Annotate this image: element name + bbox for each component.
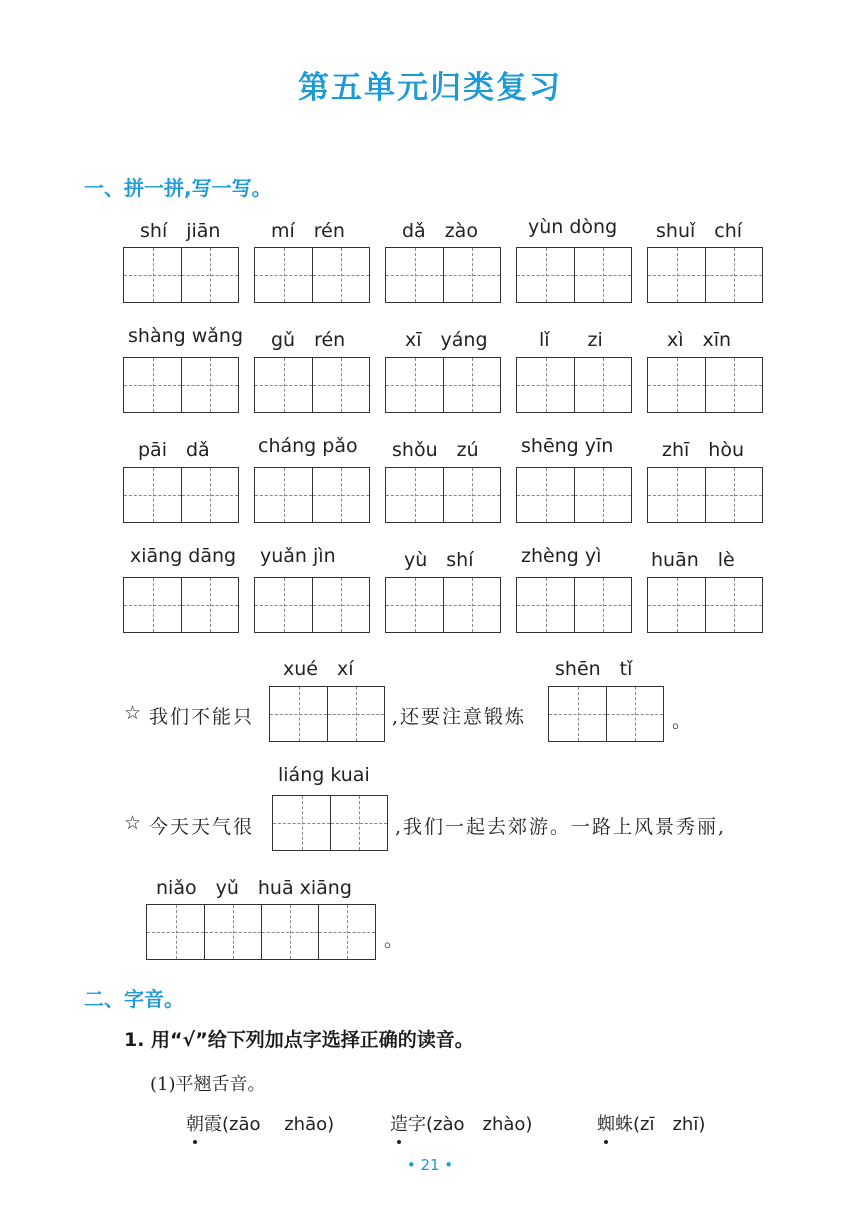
- dotted-char: 蜘: [597, 1114, 615, 1135]
- pinyin-label: shǒu zú: [392, 439, 479, 461]
- pinyin-label: yuǎn jìn: [260, 545, 336, 567]
- section-1-heading: 一、拼一拼,写一写。: [84, 176, 272, 200]
- pinyin-label: zhèng yì: [521, 545, 602, 567]
- pinyin-label: niǎo yǔ huā xiāng: [156, 877, 352, 899]
- dotted-char: 造: [390, 1114, 408, 1135]
- pinyin-label: cháng pǎo: [258, 435, 358, 457]
- writing-box[interactable]: [385, 467, 501, 523]
- writing-box[interactable]: [516, 577, 632, 633]
- section-2-heading: 二、字音。: [84, 987, 184, 1011]
- writing-box[interactable]: [385, 357, 501, 413]
- page-title: 第五单元归类复习: [298, 70, 562, 106]
- pinyin-label: shēng yīn: [521, 435, 614, 457]
- writing-box[interactable]: [123, 577, 239, 633]
- pinyin-label: shuǐ chí: [656, 220, 743, 242]
- writing-box[interactable]: [146, 904, 376, 960]
- writing-box[interactable]: [385, 577, 501, 633]
- pinyin-label: shēn tǐ: [555, 658, 633, 680]
- writing-box[interactable]: [123, 467, 239, 523]
- writing-box[interactable]: [548, 686, 664, 742]
- writing-box[interactable]: [269, 686, 385, 742]
- pinyin-label: lǐ zi: [539, 329, 603, 351]
- sentence-text: 。: [384, 929, 406, 951]
- star-marker: ☆: [124, 702, 144, 724]
- pinyin-label: shàng wǎng: [128, 325, 244, 347]
- writing-box[interactable]: [516, 467, 632, 523]
- pinyin-label: xī yáng: [405, 329, 488, 351]
- pinyin-label: yù shí: [404, 549, 474, 571]
- reading-option[interactable]: 朝 霞(zāo zhāo): [186, 1110, 334, 1136]
- writing-box[interactable]: [385, 247, 501, 303]
- sentence-text: ,我们一起去郊游。一路上风景秀丽,: [395, 816, 727, 838]
- sentence-text: 。: [672, 710, 694, 732]
- pinyin-label: xiāng dāng: [130, 545, 237, 567]
- pinyin-label: huān lè: [651, 549, 735, 571]
- question-title: 1. 用“√”给下列加点字选择正确的读音。: [124, 1029, 474, 1051]
- writing-box[interactable]: [123, 357, 239, 413]
- pinyin-label: xué xí: [283, 658, 354, 680]
- pinyin-label: gǔ rén: [271, 329, 346, 351]
- pinyin-label: mí rén: [271, 220, 345, 242]
- sentence-text: ,还要注意锻炼: [392, 706, 527, 728]
- sentence-text: 我们不能只: [149, 706, 255, 728]
- writing-box[interactable]: [254, 577, 370, 633]
- writing-box[interactable]: [123, 247, 239, 303]
- reading-option[interactable]: 蜘 蛛(zī zhī): [597, 1110, 705, 1136]
- writing-box[interactable]: [647, 357, 763, 413]
- emphasis-dot: [193, 1140, 197, 1144]
- dotted-char: 朝: [186, 1114, 204, 1135]
- writing-box[interactable]: [516, 357, 632, 413]
- pinyin-label: liáng kuai: [278, 764, 370, 786]
- emphasis-dot: [397, 1140, 401, 1144]
- reading-option[interactable]: 造 字(zào zhào): [390, 1110, 532, 1136]
- pinyin-label: xì xīn: [667, 329, 732, 351]
- writing-box[interactable]: [647, 247, 763, 303]
- pinyin-label: pāi dǎ: [138, 439, 210, 461]
- star-marker: ☆: [124, 812, 144, 834]
- writing-box[interactable]: [516, 247, 632, 303]
- writing-box[interactable]: [647, 577, 763, 633]
- pinyin-label: shí jiān: [140, 220, 221, 242]
- sentence-text: 今天天气很: [149, 816, 255, 838]
- pinyin-label: zhī hòu: [662, 439, 745, 461]
- writing-box[interactable]: [254, 467, 370, 523]
- page-number: • 21 •: [406, 1156, 454, 1174]
- pinyin-label: yùn dòng: [528, 216, 618, 238]
- sub-question: (1)平翘舌音。: [150, 1074, 266, 1095]
- writing-box[interactable]: [254, 357, 370, 413]
- writing-box[interactable]: [272, 795, 388, 851]
- pinyin-label: dǎ zào: [402, 220, 478, 242]
- writing-box[interactable]: [254, 247, 370, 303]
- emphasis-dot: [604, 1140, 608, 1144]
- writing-box[interactable]: [647, 467, 763, 523]
